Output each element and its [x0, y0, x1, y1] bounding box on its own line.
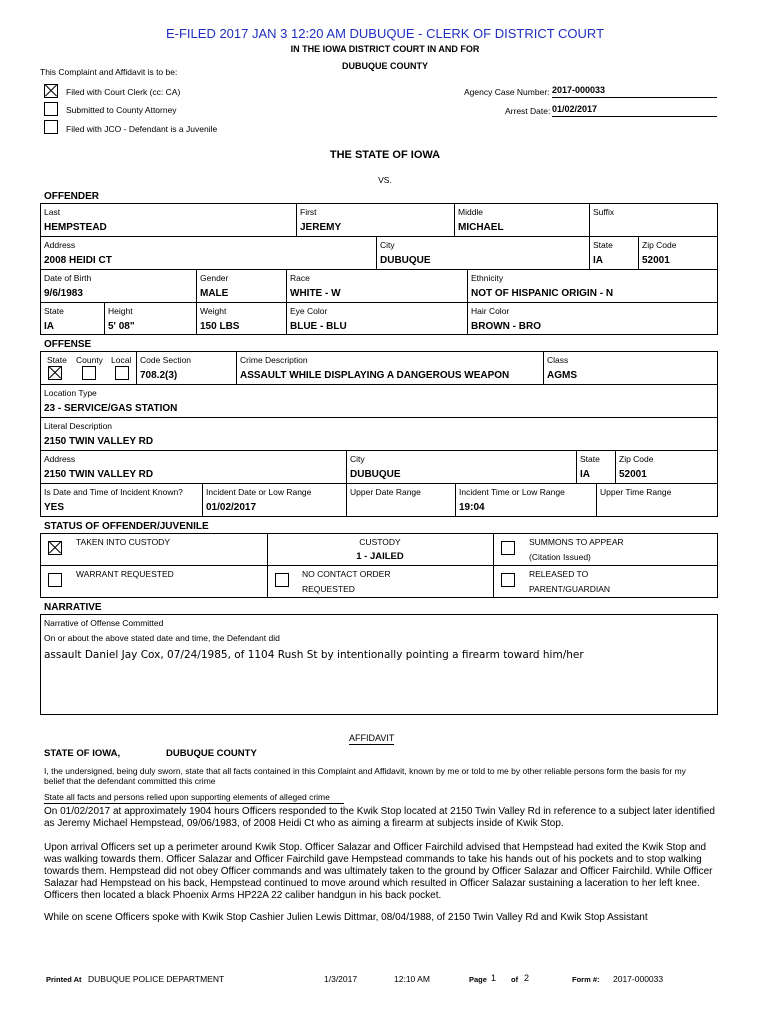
taken-into-custody-checkbox[interactable]	[48, 541, 62, 555]
offense-county-label: County	[76, 355, 103, 365]
dob-label: Date of Birth	[44, 273, 92, 283]
location-type-label: Location Type	[44, 388, 97, 398]
address-label: Address	[44, 240, 76, 250]
narrative-box	[40, 614, 718, 715]
form-number: 2017-000033	[613, 974, 664, 984]
offense-city: DUBUQUE	[350, 469, 401, 480]
court-clerk-label: Filed with Court Clerk (cc: CA)	[66, 87, 181, 97]
department: DUBUQUE POLICE DEPARTMENT	[88, 974, 225, 984]
eye-color-label: Eye Color	[290, 306, 328, 316]
custody-label: CUSTODY	[359, 537, 401, 547]
efile-stamp: E-FILED 2017 JAN 3 12:20 AM DUBUQUE - CLERK OF DISTRICT COURT	[165, 26, 605, 41]
offense-state2: IA	[580, 469, 590, 480]
summons-checkbox[interactable]	[501, 541, 515, 555]
city-label: City	[380, 240, 395, 250]
form-label: Form #:	[572, 975, 600, 984]
height: 5' 08"	[108, 321, 135, 332]
no-contact-checkbox[interactable]	[275, 573, 289, 587]
code-section: 708.2(3)	[140, 370, 178, 381]
upper-time-label: Upper Time Range	[600, 487, 672, 497]
time-known-label: Is Date and Time of Incident Known?	[44, 487, 183, 497]
incident-date: 01/02/2017	[206, 502, 257, 513]
affidavit-paragraph-2: Upon arrival Officers set up a perimeter around Kwik Stop. Officer Salazar and Officer Fairchild advised that Hempstead had exited the Kwik Stop and was walking towards them. Officer Salazar and Officer Fairchild gave Hempstead commands to take his hands out of his pockets and to stop walking towards them. Hempstead did not obey Officer commands and was ultimately taken to the ground by Officer Salazar and Officer Fairchild. While Officer Salazar had Hempstead on his back, Hempstead continued to move around which resulted in Officer Salazar sustaining a laceration to her left knee. Officers then located a black Phoenix Arms HP22A 22 caliber handgun in his back pocket.	[44, 842, 713, 901]
hair-color: BROWN - BRO	[471, 321, 541, 332]
agency-case-label: Agency Case Number:	[464, 87, 550, 97]
height-label: Height	[108, 306, 133, 316]
time-known: YES	[44, 502, 65, 513]
ethnicity-label: Ethnicity	[471, 273, 504, 283]
dl-state: IA	[44, 321, 54, 332]
narrative-text: assault Daniel Jay Cox, 07/24/1985, of 1104 Rush St by intentionally pointing a firearm toward him/her	[44, 649, 584, 661]
class-label: Class	[547, 355, 569, 365]
released-checkbox[interactable]	[501, 573, 515, 587]
narrative-intro: On or about the above stated date and time, the Defendant did	[44, 633, 280, 643]
race-label: Race	[290, 273, 310, 283]
offense-header: OFFENSE	[44, 339, 92, 350]
taken-into-custody-label: TAKEN INTO CUSTODY	[76, 537, 170, 547]
offense-zip-label: Zip Code	[619, 454, 654, 464]
state-title: THE STATE OF IOWA	[329, 149, 441, 161]
county-attorney-checkbox[interactable]	[44, 102, 58, 116]
gender-label: Gender	[200, 273, 229, 283]
printed-time: 12:10 AM	[394, 974, 430, 984]
literal-description-label: Literal Description	[44, 421, 113, 431]
affidavit-county: DUBUQUE COUNTY	[166, 748, 257, 759]
affidavit-paragraph-1: On 01/02/2017 at approximately 1904 hours Officers responded to the Kwik Stop located at 2150 Twin Valley Rd in reference to a subject later identified as Jeremy Michael Hempstead, 09/06/1983, of 2008 Heidi Ct who as aiming a firearm at subjects inside of Kwik Stop.	[44, 806, 715, 829]
last-name: HEMPSTEAD	[44, 222, 107, 233]
versus: VS.	[378, 175, 392, 185]
middle-name: MICHAEL	[458, 222, 504, 233]
citation-label: (Citation Issued)	[529, 552, 591, 562]
last-name-label: Last	[44, 207, 61, 217]
city: DUBUQUE	[380, 255, 431, 266]
agency-case-number: 2017-000033	[552, 85, 717, 98]
zip-label: Zip Code	[642, 240, 677, 250]
released-label-2: PARENT/GUARDIAN	[529, 584, 611, 594]
offense-address: 2150 TWIN VALLEY RD	[44, 469, 154, 480]
middle-name-label: Middle	[458, 207, 484, 217]
upper-date-label: Upper Date Range	[350, 487, 421, 497]
offense-address-label: Address	[44, 454, 76, 464]
no-contact-label-1: NO CONTACT ORDER	[302, 569, 391, 579]
suffix-label: Suffix	[593, 207, 615, 217]
warrant-label: WARRANT REQUESTED	[76, 569, 174, 579]
narrative-label: Narrative of Offense Committed	[44, 618, 164, 628]
state: IA	[593, 255, 603, 266]
class: AGMS	[547, 370, 577, 381]
offense-local-checkbox[interactable]	[115, 366, 129, 380]
zip: 52001	[642, 255, 670, 266]
dob: 9/6/1983	[44, 288, 83, 299]
race: WHITE - W	[290, 288, 341, 299]
custody-value: 1 - JAILED	[356, 551, 404, 562]
crime-description: ASSAULT WHILE DISPLAYING A DANGEROUS WEAPON	[240, 370, 510, 381]
printed-at-label: Printed At	[46, 975, 82, 984]
gender: MALE	[200, 288, 229, 299]
incident-time-label: Incident Time or Low Range	[459, 487, 565, 497]
eye-color: BLUE - BLU	[290, 321, 347, 332]
dl-state-label: State	[44, 306, 64, 316]
offense-state-checkbox[interactable]	[48, 366, 62, 380]
offense-city-label: City	[350, 454, 365, 464]
released-label-1: RELEASED TO	[529, 569, 589, 579]
status-header: STATUS OF OFFENDER/JUVENILE	[44, 521, 209, 532]
first-name: JEREMY	[300, 222, 342, 233]
affidavit-paragraph-3: While on scene Officers spoke with Kwik Stop Cashier Julien Lewis Dittmar, 08/04/1988, of 2150 Twin Valley Rd and Kwik Stop Assistant	[44, 912, 648, 923]
ethnicity: NOT OF HISPANIC ORIGIN - N	[471, 288, 614, 299]
page-label: Page	[469, 975, 487, 984]
summons-label: SUMMONS TO APPEAR	[529, 537, 624, 547]
address: 2008 HEIDI CT	[44, 255, 112, 266]
jco-label: Filed with JCO - Defendant is a Juvenile	[66, 124, 218, 134]
offense-state-label: State	[47, 355, 67, 365]
page-number: 1	[491, 973, 497, 983]
complaint-to-be-label: This Complaint and Affidavit is to be:	[40, 67, 178, 77]
offense-state2-label: State	[580, 454, 600, 464]
location-type: 23 - SERVICE/GAS STATION	[44, 403, 178, 414]
printed-date: 1/3/2017	[324, 974, 358, 984]
warrant-checkbox[interactable]	[48, 573, 62, 587]
court-line-1: IN THE IOWA DISTRICT COURT IN AND FOR	[290, 44, 480, 54]
of-label: of	[511, 975, 519, 984]
jco-checkbox[interactable]	[44, 120, 58, 134]
court-clerk-checkbox[interactable]	[44, 84, 58, 98]
offense-local-label: Local	[111, 355, 132, 365]
weight: 150 LBS	[200, 321, 240, 332]
incident-time: 19:04	[459, 502, 485, 513]
offender-header: OFFENDER	[44, 191, 99, 202]
no-contact-label-2: REQUESTED	[302, 584, 355, 594]
offense-county-checkbox[interactable]	[82, 366, 96, 380]
state-label: State	[593, 240, 613, 250]
hair-color-label: Hair Color	[471, 306, 510, 316]
court-line-2: DUBUQUE COUNTY	[341, 61, 428, 71]
literal-description: 2150 TWIN VALLEY RD	[44, 436, 154, 447]
page-total: 2	[524, 973, 530, 983]
affidavit-state: STATE OF IOWA,	[44, 748, 121, 759]
facts-label: State all facts and persons relied upon supporting elements of alleged crime	[44, 792, 344, 804]
first-name-label: First	[300, 207, 317, 217]
affidavit-title: AFFIDAVIT	[349, 733, 395, 743]
county-attorney-label: Submitted to County Attorney	[66, 105, 177, 115]
incident-date-label: Incident Date or Low Range	[206, 487, 312, 497]
arrest-date: 01/02/2017	[552, 104, 717, 117]
affidavit-oath: I, the undersigned, being duly sworn, state that all facts contained in this Complaint and Affidavit, known by me or told to me by other reliable persons form the basis for my belief that the defendant committed this crime	[44, 766, 686, 786]
weight-label: Weight	[200, 306, 227, 316]
arrest-date-label: Arrest Date:	[505, 106, 551, 116]
narrative-header: NARRATIVE	[44, 602, 102, 613]
code-section-label: Code Section	[140, 355, 192, 365]
crime-description-label: Crime Description	[240, 355, 308, 365]
offense-zip: 52001	[619, 469, 647, 480]
